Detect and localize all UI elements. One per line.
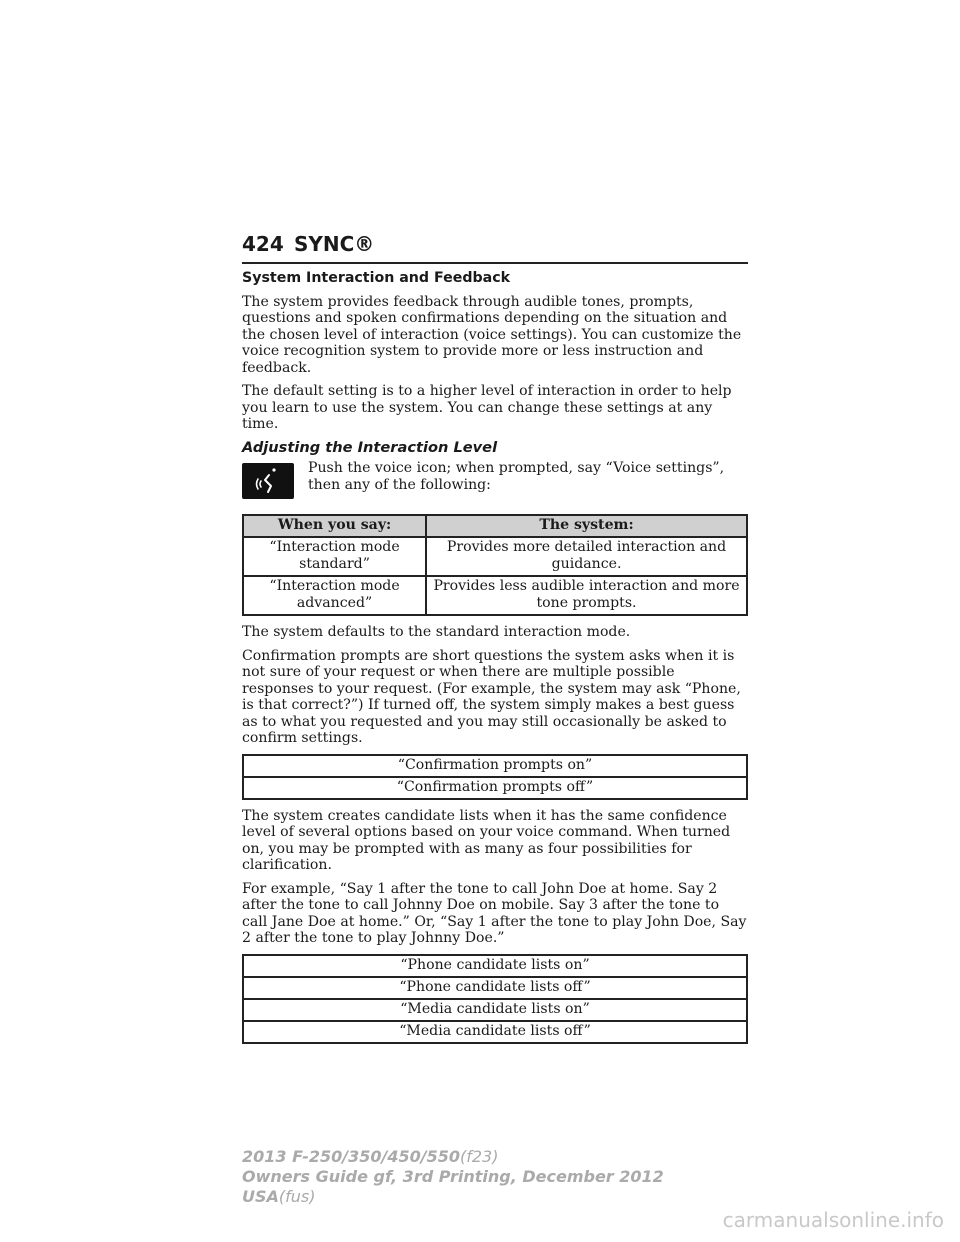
paragraph-default-setting: The default setting is to a higher level of interaction in order to help you learn to use the system. You can change these settings at any time.	[242, 383, 732, 432]
table-cell: “Phone candidate lists off”	[243, 977, 747, 999]
table-cell: “Interaction mode advanced”	[243, 576, 426, 615]
table-cell: “Phone candidate lists on”	[243, 955, 747, 977]
confirmation-prompts-table	[242, 754, 748, 800]
table-cell: “Confirmation prompts off”	[243, 777, 747, 799]
footer-model-line	[242, 1147, 664, 1167]
watermark: carmanualsonline.info	[722, 1208, 944, 1232]
table-cell: “Media candidate lists on”	[243, 999, 747, 1021]
paragraph-candidate-lists: The system creates candidate lists when it has the same confidence level of several options based on your voice command. When turned on, you may be prompted with as many as four possibilities for clarification.	[242, 807, 731, 873]
candidate-lists-table	[242, 954, 748, 1044]
table-cell: “Interaction mode standard”	[243, 537, 426, 576]
table-row	[243, 1021, 747, 1043]
footer-model: 2013 F-250/350/450/550	[242, 1147, 460, 1166]
table-row	[243, 576, 747, 615]
page-number: 424	[242, 232, 284, 256]
table-row	[243, 537, 747, 576]
paragraph-standard-default: The system defaults to the standard interaction mode.	[242, 624, 631, 640]
footer-model-code: (f23)	[460, 1147, 499, 1166]
paragraph-candidate-example: For example, “Say 1 after the tone to call John Doe at home. Say 2 after the tone to call Johnny Doe on mobile. Say 3 after the tone to call Jane Doe at home.” Or, “Say 1 after the tone to play John Doe, Say 2 after the tone to play Johnny Doe.”	[242, 880, 747, 946]
paragraph-confirmation-prompts: Confirmation prompts are short questions the system asks when it is not sure of your request or when there are multiple possible responses to your request. (For example, the system may ask “Phone, is that correct?”) If turned off, the system simply makes a best guess as to what you requested and you may still occasionally be asked to confirm settings.	[242, 647, 741, 746]
header-when-you-say: When you say:	[243, 515, 426, 537]
heading-system-interaction: System Interaction and Feedback	[242, 270, 511, 286]
voice-command-icon	[242, 463, 294, 499]
page-content	[242, 270, 748, 1052]
voice-instruction-row	[242, 460, 748, 499]
page-header	[242, 232, 748, 264]
page-footer	[242, 1147, 664, 1207]
table-cell: “Media candidate lists off”	[243, 1021, 747, 1043]
table-cell: Provides more detailed interaction and guidance.	[426, 537, 747, 576]
table-row	[243, 755, 747, 777]
voice-instruction-text: Push the voice icon; when prompted, say “Voice settings”, then any of the following:	[308, 460, 725, 493]
paragraph-feedback: The system provides feedback through audible tones, prompts, questions and spoken confirmations depending on the situation and the chosen level of interaction (voice settings). You can customize the voice recognition system to provide more or less instruction and feedback.	[242, 293, 742, 376]
footer-region: USA	[242, 1187, 279, 1206]
table-row	[243, 999, 747, 1021]
section-title: SYNC®	[294, 232, 375, 256]
interaction-mode-table	[242, 514, 748, 616]
table-row	[243, 777, 747, 799]
footer-guide-line: Owners Guide gf, 3rd Printing, December 2012	[242, 1167, 664, 1186]
heading-adjusting-level: Adjusting the Interaction Level	[242, 438, 498, 456]
table-cell: “Confirmation prompts on”	[243, 755, 747, 777]
footer-region-code: (fus)	[278, 1187, 316, 1206]
table-header-row	[243, 515, 747, 537]
table-row	[243, 977, 747, 999]
table-cell: Provides less audible interaction and more tone prompts.	[426, 576, 747, 615]
header-the-system: The system:	[426, 515, 747, 537]
table-row	[243, 955, 747, 977]
footer-region-line	[242, 1187, 664, 1207]
